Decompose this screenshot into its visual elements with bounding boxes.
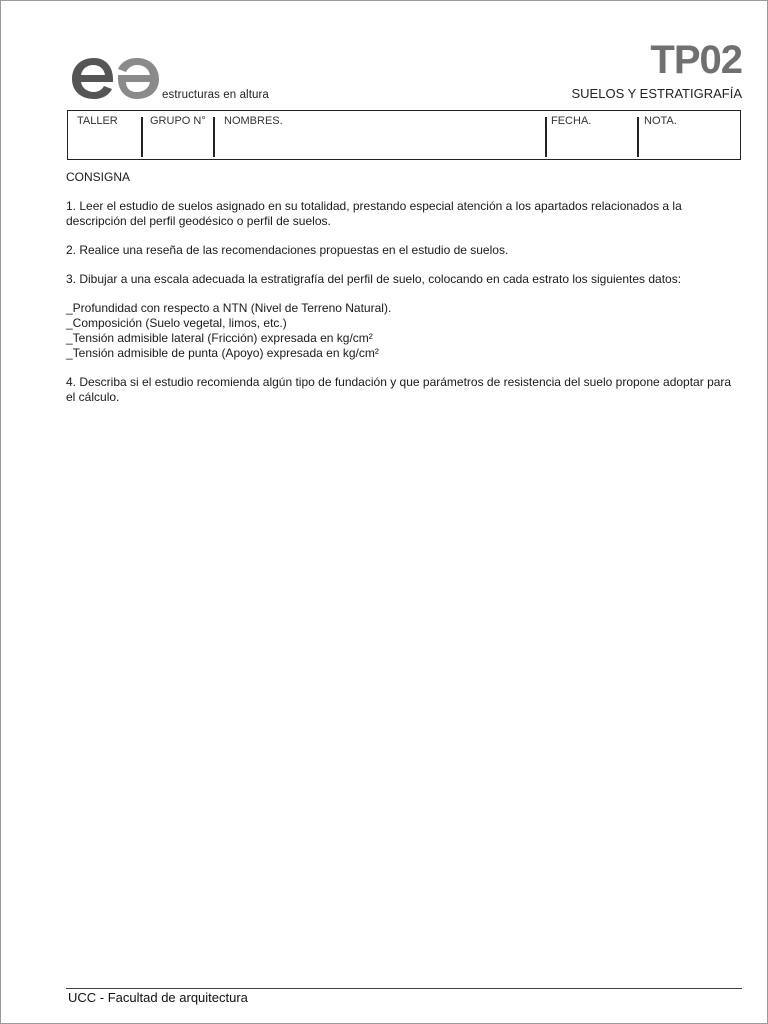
field-nota[interactable]: NOTA. — [644, 115, 677, 127]
list-item: _Composición (Suelo vegetal, limos, etc.) — [66, 316, 287, 330]
logo-mark-icon — [70, 52, 162, 104]
instruction-item-3: 3. Dibujar a una escala adecuada la estratigrafía del perfil de suelo, colocando en cada estrato los siguientes datos: — [66, 272, 682, 286]
field-divider — [141, 117, 143, 157]
field-divider — [637, 117, 639, 157]
student-info-box — [67, 110, 741, 160]
footer-divider — [66, 988, 742, 989]
instruction-item-1: 1. Leer el estudio de suelos asignado en su totalidad, prestando especial atención a los apartados relacionados a la descripción del perfil geodésico o perfil de suelos. — [66, 199, 682, 228]
field-nombres[interactable]: NOMBRES. — [224, 115, 283, 127]
field-divider — [545, 117, 547, 157]
logo — [70, 52, 280, 104]
field-taller[interactable]: TALLER — [77, 115, 118, 127]
list-item: _Tensión admisible lateral (Fricción) expresada en kg/cm² — [66, 331, 373, 345]
field-fecha[interactable]: FECHA. — [551, 115, 592, 127]
section-heading: CONSIGNA — [66, 170, 131, 184]
list-item: _Profundidad con respecto a NTN (Nivel de Terreno Natural). — [66, 301, 392, 315]
logo-tagline: estructuras en altura — [162, 89, 269, 101]
assignment-content — [66, 170, 742, 405]
field-divider — [213, 117, 215, 157]
instruction-item-4: 4. Describa si el estudio recomienda algún tipo de fundación y que parámetros de resistencia del suelo propone adoptar para el cálculo. — [66, 375, 732, 404]
footer-label: UCC - Facultad de arquitectura — [68, 990, 248, 1005]
practice-code: TP02 — [650, 38, 742, 82]
practice-subtitle: SUELOS Y ESTRATIGRAFÍA — [571, 86, 742, 101]
list-item: _Tensión admisible de punta (Apoyo) expresada en kg/cm² — [66, 346, 379, 360]
field-grupo[interactable]: GRUPO N° — [150, 115, 206, 127]
instruction-item-2: 2. Realice una reseña de las recomendaciones propuestas en el estudio de suelos. — [66, 243, 509, 257]
